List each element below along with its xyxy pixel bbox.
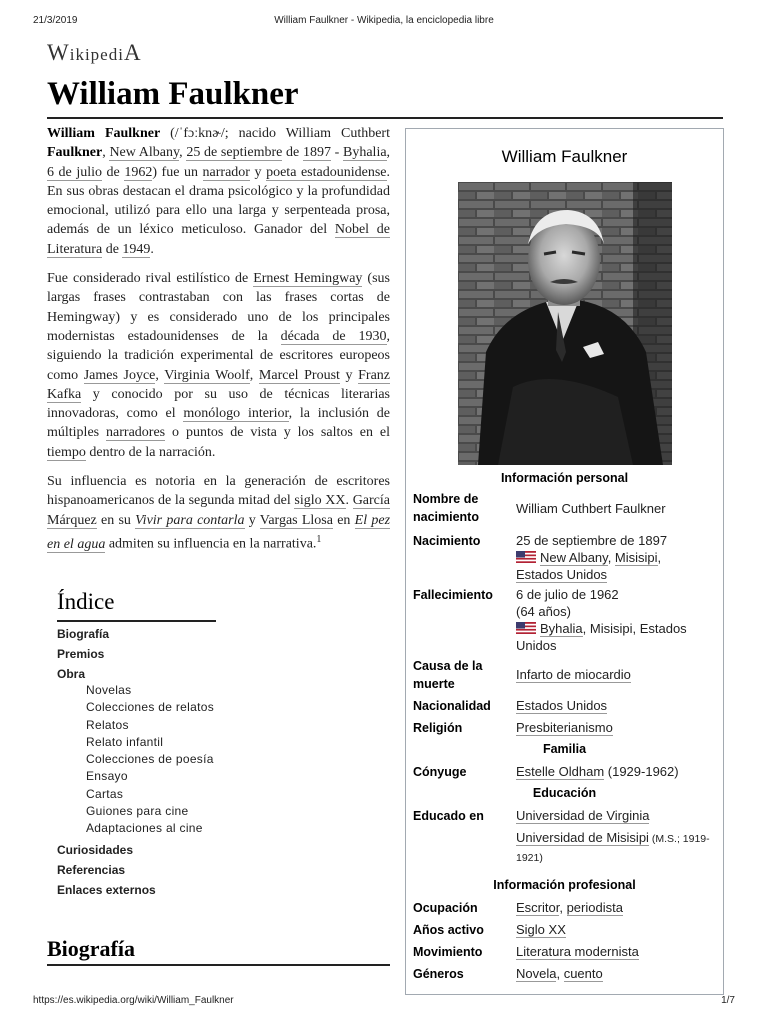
text: , xyxy=(249,367,259,383)
article-title: William Faulkner xyxy=(47,76,299,112)
link-uva[interactable]: Universidad de Virginia xyxy=(516,808,650,823)
birth-place xyxy=(516,549,716,566)
text: - xyxy=(330,145,343,161)
value-ocupacion xyxy=(516,899,716,916)
link-conyuge[interactable]: Estelle Oldham xyxy=(516,764,605,779)
link-birth-city[interactable]: New Albany xyxy=(540,550,608,565)
title-divider xyxy=(47,117,723,119)
link-decada-1930[interactable]: década de 1930 xyxy=(280,328,387,344)
text: , xyxy=(155,367,165,383)
label-generos: Géneros xyxy=(413,967,464,981)
infobox xyxy=(405,128,724,995)
toc-item-enlaces-externos[interactable]: Enlaces externos xyxy=(57,882,156,897)
link-escritor[interactable]: Escritor xyxy=(516,900,560,915)
link-joyce[interactable]: James Joyce xyxy=(83,367,156,383)
label-educado: Educado en xyxy=(413,809,484,823)
value-causa xyxy=(516,666,716,683)
link-death-date[interactable]: 6 de julio xyxy=(47,164,102,180)
wikipedia-logo[interactable] xyxy=(47,40,142,66)
link-1962[interactable]: 1962 xyxy=(124,164,153,180)
text: . En sus obras destacan el drama psicológico y la profundidad emocional, utilizó para ello una larga y serpenteada prosa, además de un léxico meticuloso. Ganador del xyxy=(47,164,390,238)
link-religion[interactable]: Presbiterianismo xyxy=(516,720,613,735)
text: (sus largas frases contrastaban con las frases cortas de Hemingway) y es considerado uno de los principales modernistas estadounidenses de la xyxy=(47,271,390,344)
text: en xyxy=(332,512,355,528)
toc-item-guiones[interactable]: Guiones para cine xyxy=(86,804,189,819)
text: y xyxy=(339,367,359,383)
link-novela[interactable]: Novela xyxy=(516,966,557,981)
text: Fue considerado rival estilístico de xyxy=(47,271,254,287)
toc-item-cartas[interactable]: Cartas xyxy=(86,786,124,801)
toc-item-biografia[interactable]: Biografía xyxy=(57,627,110,641)
toc-item-referencias[interactable]: Referencias xyxy=(57,862,126,877)
value-nacimiento xyxy=(516,532,716,583)
text: , xyxy=(179,145,187,161)
link-new-albany[interactable]: New Albany xyxy=(109,145,180,161)
text: de xyxy=(102,241,123,257)
text: en su xyxy=(96,512,136,528)
link-proust[interactable]: Marcel Proust xyxy=(258,367,340,383)
birth-date: 25 de septiembre de 1897 xyxy=(516,533,668,548)
value-movimiento xyxy=(516,943,716,960)
link-vargas-llosa[interactable]: Vargas Llosa xyxy=(259,512,333,528)
link-vivir-para-contarla[interactable]: Vivir para contarla xyxy=(135,512,245,528)
link-1897[interactable]: 1897 xyxy=(302,145,331,161)
print-page-number: 1/7 xyxy=(721,995,735,1006)
link-birth-date[interactable]: 25 de septiembre xyxy=(186,145,283,161)
text: de xyxy=(282,145,303,161)
table-of-contents xyxy=(57,627,257,903)
link-causa[interactable]: Infarto de miocardio xyxy=(516,667,631,682)
label-anos-activo: Años activo xyxy=(413,923,484,937)
label-ocupacion: Ocupación xyxy=(413,901,478,915)
link-birth-country[interactable]: Estados Unidos xyxy=(516,567,608,582)
death-place xyxy=(516,620,716,654)
label-fallecimiento: Fallecimiento xyxy=(413,588,493,602)
link-movimiento[interactable]: Literatura modernista xyxy=(516,944,639,959)
logo-letters: ikipedi xyxy=(69,45,124,64)
link-narradores[interactable]: narradores xyxy=(106,425,166,441)
link-garcia-marquez[interactable]: García Márquez xyxy=(47,493,390,528)
text: y xyxy=(249,164,267,180)
comma: , xyxy=(556,966,564,981)
subject-surname: Faulkner xyxy=(47,145,103,161)
link-death-city[interactable]: Byhalia xyxy=(540,621,583,636)
text: , xyxy=(102,145,110,161)
toc-divider xyxy=(57,620,216,622)
text: (/ˈfɔːknɚ/; nacido William Cuthbert xyxy=(160,126,390,141)
comma: , xyxy=(607,550,615,565)
lead-paragraph-1 xyxy=(47,124,390,259)
toc-item-premios[interactable]: Premios xyxy=(57,647,105,661)
text: . xyxy=(345,493,353,509)
death-place-rest: , Misisipi, Estados Unidos xyxy=(516,621,687,653)
toc-item-novelas[interactable]: Novelas xyxy=(86,683,132,697)
lead-paragraph-2 xyxy=(47,269,390,462)
value-generos xyxy=(516,965,716,982)
label-nombre: Nombre de nacimiento xyxy=(413,492,479,524)
link-siglo-xx-infobox[interactable]: Siglo XX xyxy=(516,922,566,937)
education-note: (M.S.; 1919-1921) xyxy=(516,833,710,864)
reference-marker[interactable]: 1 xyxy=(316,533,322,545)
label-movimiento: Movimiento xyxy=(413,945,483,959)
infobox-heading-personal: Información personal xyxy=(500,471,629,485)
link-hemingway[interactable]: Ernest Hemingway xyxy=(253,271,363,287)
comma: , xyxy=(559,900,567,915)
link-el-pez-en-el-agua[interactable]: El pez en el agua xyxy=(47,512,391,552)
infobox-title: William Faulkner xyxy=(501,147,628,166)
us-flag-icon xyxy=(516,622,536,634)
label-causa: Causa de la muerte xyxy=(413,659,483,691)
us-flag-icon xyxy=(516,551,536,563)
link-kafka[interactable]: Franz Kafka xyxy=(47,367,391,402)
print-page-title: William Faulkner - Wikipedia, la enciclopedia libre xyxy=(274,15,494,26)
text: , la inclusión de múltiples xyxy=(47,406,390,441)
link-misisipi-univ[interactable]: Universidad de Misisipi xyxy=(516,830,649,845)
comma: , xyxy=(657,550,662,565)
toc-item-colecciones-poesia[interactable]: Colecciones de poesía xyxy=(86,752,214,767)
value-fallecimiento xyxy=(516,586,716,654)
print-url: https://es.wikipedia.org/wiki/William_Faulkner xyxy=(33,995,234,1006)
text: y xyxy=(244,512,260,528)
link-poeta[interactable]: poeta estadounidense xyxy=(266,164,387,180)
toc-item-ensayo[interactable]: Ensayo xyxy=(86,769,128,784)
value-nombre: William Cuthbert Faulkner xyxy=(516,501,666,516)
label-conyuge: Cónyuge xyxy=(413,765,467,779)
toc-item-colecciones-relatos[interactable]: Colecciones de relatos xyxy=(86,700,215,715)
link-monologo[interactable]: monólogo interior xyxy=(183,406,289,422)
value-anos-activo xyxy=(516,921,716,938)
subject-name: William Faulkner xyxy=(47,126,161,141)
logo-letter-a: A xyxy=(123,40,142,65)
toc-item-adaptaciones[interactable]: Adaptaciones al cine xyxy=(86,821,203,836)
death-date: 6 de julio de 1962 xyxy=(516,587,619,602)
toc-item-relato-infantil[interactable]: Relato infantil xyxy=(86,734,164,749)
text: , siguiendo la tradición experimental de escritores europeos como xyxy=(47,328,391,383)
toc-item-relatos[interactable]: Relatos xyxy=(86,717,129,732)
section-title-biografia: Biografía xyxy=(47,936,135,961)
link-1949[interactable]: 1949 xyxy=(122,241,151,257)
text: o puntos de vista y los saltos en el xyxy=(165,425,390,441)
text: dentro de la narración. xyxy=(85,444,216,460)
text: Su influencia es notoria en la generación de escritores hispanoamericanos de la segunda mitad del xyxy=(47,474,390,509)
article-lead xyxy=(47,124,390,564)
text: , xyxy=(386,145,391,161)
portrait-photo[interactable] xyxy=(458,182,672,465)
link-tiempo[interactable]: tiempo xyxy=(47,444,86,460)
text: ) fue un xyxy=(152,164,203,180)
text: de xyxy=(102,164,125,180)
link-cuento[interactable]: cuento xyxy=(563,966,603,981)
infobox-heading-profesional: Información profesional xyxy=(493,878,636,892)
link-woolf[interactable]: Virginia Woolf xyxy=(164,367,250,383)
text: . xyxy=(150,241,154,257)
text: admiten su influencia en la narrativa. xyxy=(105,536,317,552)
link-nobel[interactable]: Nobel de Literatura xyxy=(47,222,390,257)
link-birth-state[interactable]: Misisipi xyxy=(614,550,658,565)
toc-item-obra[interactable]: Obra xyxy=(57,667,86,681)
value-nacionalidad xyxy=(516,697,716,714)
infobox-heading-educacion: Educación xyxy=(532,786,597,800)
print-date: 21/3/2019 xyxy=(33,15,78,26)
value-conyuge xyxy=(516,763,716,780)
label-nacionalidad: Nacionalidad xyxy=(413,699,491,713)
infobox-heading-familia: Familia xyxy=(542,742,587,756)
link-byhalia[interactable]: Byhalia xyxy=(343,145,387,161)
value-religion xyxy=(516,719,716,736)
portrait-image xyxy=(458,182,672,465)
logo-letter-w: W xyxy=(47,40,70,65)
link-narrador[interactable]: narrador xyxy=(202,164,250,180)
lead-paragraph-3 xyxy=(47,472,390,554)
death-age: (64 años) xyxy=(516,604,571,619)
conyuge-years: (1929-1962) xyxy=(604,764,679,779)
toc-item-curiosidades[interactable]: Curiosidades xyxy=(57,842,134,857)
text: y conocido por su uso de técnicas literarias innovadoras, como el xyxy=(47,386,390,422)
link-nacionalidad[interactable]: Estados Unidos xyxy=(516,698,608,713)
section-divider xyxy=(47,964,390,966)
link-periodista[interactable]: periodista xyxy=(566,900,623,915)
link-siglo-xx[interactable]: siglo XX xyxy=(294,493,346,509)
label-nacimiento: Nacimiento xyxy=(413,534,481,548)
value-educado xyxy=(516,807,716,867)
label-religion: Religión xyxy=(413,721,463,735)
toc-title: Índice xyxy=(57,589,115,614)
